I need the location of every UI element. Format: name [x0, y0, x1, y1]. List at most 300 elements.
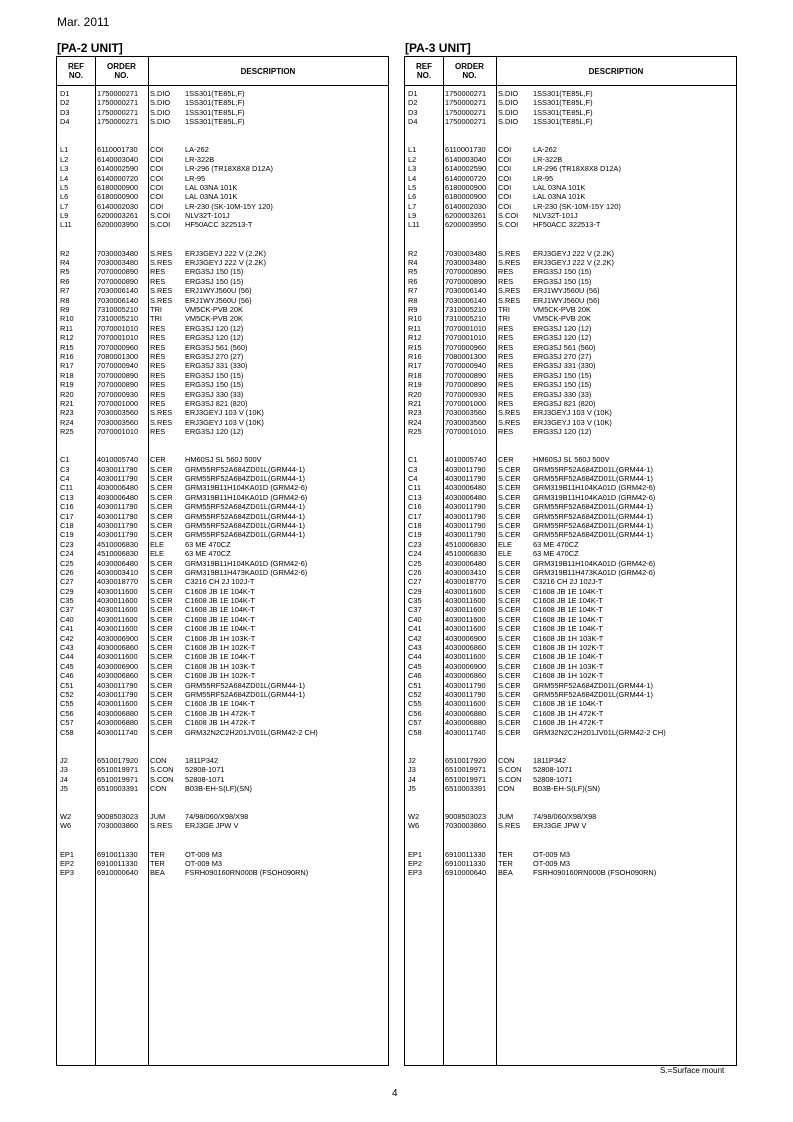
description-cell: C1608 JB 1H 102K-T: [185, 671, 256, 681]
ref-no-cell: C26: [408, 567, 422, 577]
table-row: [57, 465, 388, 474]
part-type-cell: RES: [498, 389, 514, 399]
order-no-cell: 4030006480: [97, 492, 139, 502]
description-cell: GRM55RF52A684ZD01L(GRM44-1): [185, 520, 305, 530]
table-row: [57, 211, 388, 220]
ref-no-cell: L6: [60, 192, 69, 202]
ref-no-cell: D2: [60, 98, 70, 108]
order-no-cell: 6140000720: [445, 173, 487, 183]
order-no-cell: 1750000271: [97, 107, 139, 117]
ref-no-cell: C16: [408, 502, 422, 512]
order-no-cell: 4030006480: [445, 492, 487, 502]
part-type-cell: COI: [498, 164, 512, 174]
order-no-cell: 6510003391: [445, 783, 487, 793]
description-cell: LAL 03NA 101K: [533, 192, 586, 202]
description-cell: ERJ3GE JPW V: [185, 821, 239, 831]
part-type-cell: RES: [498, 267, 514, 277]
table-row: [405, 559, 736, 568]
row-spacer: [405, 737, 736, 746]
description-cell: OT-009 M3: [185, 859, 222, 869]
part-type-cell: S.CER: [498, 633, 521, 643]
description-cell: C1608 JB 1E 104K-T: [185, 624, 255, 634]
order-no-cell: 4030003410: [97, 567, 139, 577]
description-cell: VM5CK-PVB 20K: [185, 314, 243, 324]
parts-table-pa2: [56, 56, 389, 1066]
ref-no-cell: R15: [408, 342, 422, 352]
order-no-cell: 6510019971: [445, 774, 487, 784]
order-no-cell: 7070001010: [445, 427, 487, 437]
table-row: [405, 718, 736, 727]
table-row: [57, 483, 388, 492]
part-type-cell: RES: [150, 276, 166, 286]
row-spacer: [405, 803, 736, 812]
order-no-cell: 4030011740: [445, 727, 486, 737]
description-cell: GRM55RF52A684ZD01L(GRM44-1): [185, 680, 305, 690]
ref-no-cell: C55: [60, 699, 74, 709]
order-no-cell: 6180000900: [97, 192, 139, 202]
order-no-cell: 4030006880: [97, 708, 139, 718]
part-type-cell: S.CER: [150, 605, 173, 615]
part-type-cell: COI: [150, 192, 164, 202]
description-cell: GRM319B11H104KA01D (GRM42-6): [185, 483, 308, 493]
row-spacer: [57, 136, 388, 145]
order-no-cell: 6510017920: [445, 755, 487, 765]
row-spacer: [405, 793, 736, 802]
part-type-cell: RES: [498, 351, 514, 361]
order-no-cell: 7070001000: [97, 398, 139, 408]
order-no-cell: 6510003391: [97, 783, 139, 793]
table-row: [57, 202, 388, 211]
row-spacer: [405, 436, 736, 445]
order-no-cell: 4030011600: [445, 586, 486, 596]
ref-no-cell: C57: [60, 718, 74, 728]
part-type-cell: COI: [150, 201, 164, 211]
part-type-cell: S.RES: [498, 258, 521, 268]
part-type-cell: S.CER: [150, 558, 173, 568]
part-type-cell: S.CER: [150, 464, 173, 474]
table-row: [57, 249, 388, 258]
ref-no-cell: R12: [60, 333, 74, 343]
order-no-cell: 6140002590: [97, 164, 139, 174]
description-cell: ERG3SJ 120 (12): [185, 427, 244, 437]
description-cell: C1608 JB 1H 472K-T: [185, 718, 256, 728]
ref-no-cell: C23: [408, 539, 422, 549]
order-no-cell: 4030011790: [445, 502, 486, 512]
ref-no-cell: EP2: [60, 859, 74, 869]
description-cell: LAL 03NA 101K: [185, 192, 238, 202]
table-row: [405, 502, 736, 511]
part-type-cell: S.CER: [498, 596, 521, 606]
description-cell: ERJ1WYJ560U (56): [185, 286, 252, 296]
order-no-cell: 7080001300: [97, 351, 139, 361]
description-cell: 1SS301(TE85L,F): [533, 89, 593, 98]
order-no-cell: 4030011600: [445, 596, 486, 606]
table-row: [57, 192, 388, 201]
description-cell: C1608 JB 1E 104K-T: [533, 624, 603, 634]
description-cell: OT-009 M3: [185, 849, 222, 859]
description-cell: 63 ME 470CZ: [533, 539, 579, 549]
description-cell: VM5CK-PVB 20K: [533, 304, 591, 314]
table-header: [57, 57, 388, 86]
order-no-cell: 4030006480: [97, 558, 139, 568]
part-type-cell: S.CER: [150, 492, 173, 502]
table-row: [57, 699, 388, 708]
table-row: [405, 183, 736, 192]
order-no-cell: 4030011600: [445, 614, 486, 624]
part-type-cell: S.DIO: [150, 107, 171, 117]
part-type-cell: TER: [498, 859, 513, 869]
order-no-cell: 4030006860: [97, 671, 139, 681]
table-row: [405, 587, 736, 596]
table-row: [57, 530, 388, 539]
part-type-cell: RES: [150, 333, 166, 343]
description-cell: ERG3SJ 120 (12): [533, 427, 592, 437]
order-no-cell: 7030003860: [97, 821, 139, 831]
row-spacer: [405, 127, 736, 136]
order-no-cell: 7070000960: [445, 342, 487, 352]
order-no-cell: 7030006140: [97, 295, 139, 305]
table-row: [405, 380, 736, 389]
page-number: 4: [392, 1088, 398, 1099]
part-type-cell: JUM: [150, 812, 166, 822]
part-type-cell: RES: [150, 380, 166, 390]
row-spacer: [57, 737, 388, 746]
description-cell: ERJ3GEYJ 103 V (10K): [185, 417, 264, 427]
table-row: [57, 775, 388, 784]
description-cell: GRM32N2C2H201JV01L(GRM42-2 CH): [185, 727, 318, 737]
order-no-cell: 7030003480: [445, 248, 487, 258]
description-cell: GRM55RF52A684ZD01L(GRM44-1): [185, 511, 305, 521]
order-no-cell: 4030011600: [97, 624, 138, 634]
ref-no-cell: R2: [408, 248, 418, 258]
ref-no-cell: C13: [408, 492, 422, 502]
order-no-cell: 4030011790: [445, 690, 486, 699]
ref-no-cell: R7: [60, 286, 70, 296]
ref-no-cell: C1: [408, 455, 418, 465]
part-type-cell: S.CER: [498, 690, 521, 699]
table-row: [405, 728, 736, 737]
description-cell: LR-95: [185, 173, 206, 183]
table-row: [405, 662, 736, 671]
table-row: [405, 521, 736, 530]
description-cell: ERJ3GEYJ 222 V (2.2K): [185, 258, 266, 268]
table-row: [57, 399, 388, 408]
order-no-cell: 6910011330: [97, 849, 138, 859]
part-type-cell: S.CER: [150, 502, 173, 512]
header-order-line1: ORDER: [455, 62, 484, 71]
ref-no-cell: R18: [408, 370, 422, 380]
table-row: [405, 605, 736, 614]
row-spacer: [405, 831, 736, 840]
header-ref-line1: REF: [416, 62, 432, 71]
ref-no-cell: R17: [408, 361, 422, 371]
order-no-cell: 7030003560: [97, 408, 139, 418]
part-type-cell: COI: [150, 154, 164, 164]
order-no-cell: 1750000271: [445, 117, 487, 127]
description-cell: C1608 JB 1E 104K-T: [185, 652, 255, 662]
order-no-cell: 7070000890: [97, 267, 139, 277]
ref-no-cell: W6: [60, 821, 72, 831]
table-row: [57, 681, 388, 690]
part-type-cell: RES: [150, 267, 166, 277]
ref-no-cell: R20: [408, 389, 422, 399]
table-body: [57, 89, 388, 878]
table-row: [405, 98, 736, 107]
table-row: [57, 868, 388, 877]
description-cell: OT-009 M3: [533, 849, 570, 859]
ref-no-cell: D1: [408, 89, 418, 98]
ref-no-cell: C26: [60, 567, 74, 577]
part-type-cell: S.CER: [498, 492, 521, 502]
ref-no-cell: C45: [408, 661, 422, 671]
description-cell: HF50ACC 322513-T: [185, 220, 253, 230]
description-cell: C1608 JB 1E 104K-T: [533, 586, 603, 596]
order-no-cell: 4030006860: [97, 643, 139, 653]
order-no-cell: 7070000890: [445, 370, 487, 380]
table-row: [405, 756, 736, 765]
ref-no-cell: C58: [60, 727, 74, 737]
description-cell: ERJ3GE JPW V: [533, 821, 587, 831]
part-type-cell: S.RES: [150, 821, 173, 831]
table-row: [57, 220, 388, 229]
description-cell: C1608 JB 1H 103K-T: [533, 661, 604, 671]
description-cell: ERG3SJ 120 (12): [533, 323, 592, 333]
description-cell: C1608 JB 1E 104K-T: [185, 586, 255, 596]
table-row: [405, 220, 736, 229]
part-type-cell: S.RES: [150, 417, 173, 427]
order-no-cell: 7080001300: [445, 351, 487, 361]
table-row: [57, 634, 388, 643]
row-spacer: [57, 127, 388, 136]
description-cell: ERG3SJ 120 (12): [533, 333, 592, 343]
ref-no-cell: L11: [408, 220, 420, 230]
order-no-cell: 7070000890: [97, 380, 139, 390]
part-type-cell: ELE: [150, 549, 164, 559]
ref-no-cell: L2: [60, 154, 69, 164]
table-row: [57, 549, 388, 558]
part-type-cell: JUM: [498, 812, 514, 822]
description-cell: ERJ3GEYJ 103 V (10K): [533, 417, 612, 427]
ref-no-cell: C17: [60, 511, 74, 521]
description-cell: FSRH090160RN000B (FSOH090RN): [185, 868, 309, 878]
table-row: [57, 352, 388, 361]
ref-no-cell: C51: [60, 680, 74, 690]
order-no-cell: 7070001010: [97, 427, 139, 437]
table-row: [57, 765, 388, 774]
row-spacer: [57, 436, 388, 445]
part-type-cell: S.CER: [498, 474, 521, 484]
description-cell: C1608 JB 1H 472K-T: [185, 708, 256, 718]
ref-no-cell: EP3: [60, 868, 74, 878]
table-row: [57, 709, 388, 718]
order-no-cell: 6180000900: [445, 182, 487, 192]
table-row: [57, 324, 388, 333]
order-no-cell: 4030011790: [97, 690, 138, 699]
part-type-cell: S.CER: [498, 530, 521, 540]
ref-no-cell: C1: [60, 455, 70, 465]
ref-no-cell: R16: [408, 351, 422, 361]
ref-no-cell: C29: [408, 586, 422, 596]
part-type-cell: S.DIO: [150, 117, 171, 127]
table-row: [405, 775, 736, 784]
order-no-cell: 6910011330: [97, 859, 138, 869]
part-type-cell: S.DIO: [150, 89, 171, 98]
part-type-cell: S.CER: [150, 624, 173, 634]
order-no-cell: 7070001000: [445, 398, 487, 408]
part-type-cell: TRI: [498, 314, 510, 324]
order-no-cell: 4030006880: [97, 718, 139, 728]
description-cell: C1608 JB 1E 104K-T: [533, 652, 603, 662]
table-row: [405, 333, 736, 342]
ref-no-cell: R17: [60, 361, 74, 371]
table-row: [57, 164, 388, 173]
description-cell: GRM55RF52A684ZD01L(GRM44-1): [185, 530, 305, 540]
table-row: [57, 108, 388, 117]
table-row: [405, 474, 736, 483]
description-cell: 52808-1071: [185, 774, 225, 784]
table-row: [405, 709, 736, 718]
ref-no-cell: C43: [60, 643, 74, 653]
description-cell: GRM55RF52A684ZD01L(GRM44-1): [533, 511, 653, 521]
ref-no-cell: C55: [408, 699, 422, 709]
row-spacer: [405, 239, 736, 248]
order-no-cell: 4030011600: [97, 586, 138, 596]
description-cell: 63 ME 470CZ: [533, 549, 579, 559]
order-no-cell: 4030006860: [445, 671, 487, 681]
part-type-cell: S.RES: [150, 295, 173, 305]
description-cell: LR-322B: [533, 154, 563, 164]
part-type-cell: S.RES: [498, 295, 521, 305]
table-row: [57, 305, 388, 314]
table-row: [57, 390, 388, 399]
description-cell: 1811P342: [533, 755, 567, 765]
ref-no-cell: L11: [60, 220, 72, 230]
order-no-cell: 6510019971: [445, 765, 487, 775]
description-cell: GRM319B11H104KA01D (GRM42-6): [185, 492, 308, 502]
ref-no-cell: L5: [408, 182, 417, 192]
part-type-cell: RES: [150, 389, 166, 399]
part-type-cell: S.CER: [150, 633, 173, 643]
description-cell: C1608 JB 1H 102K-T: [185, 643, 256, 653]
ref-no-cell: C37: [408, 605, 422, 615]
ref-no-cell: C29: [60, 586, 74, 596]
table-row: [57, 596, 388, 605]
part-type-cell: CON: [498, 783, 515, 793]
part-type-cell: RES: [498, 398, 514, 408]
description-cell: ERG3SJ 150 (15): [533, 370, 592, 380]
order-no-cell: 7030003560: [97, 417, 139, 427]
order-no-cell: 7310005210: [97, 304, 139, 314]
table-row: [57, 427, 388, 436]
order-no-cell: 4030011790: [445, 520, 486, 530]
order-no-cell: 7070000890: [97, 276, 139, 286]
part-type-cell: S.CER: [498, 605, 521, 615]
table-row: [405, 211, 736, 220]
order-no-cell: 7070000960: [97, 342, 139, 352]
ref-no-cell: R19: [408, 380, 422, 390]
table-row: [405, 296, 736, 305]
order-no-cell: 7070000890: [445, 267, 487, 277]
table-row: [405, 202, 736, 211]
part-type-cell: S.CER: [498, 558, 521, 568]
description-cell: LAL 03NA 101K: [185, 182, 238, 192]
description-cell: GRM55RF52A684ZD01L(GRM44-1): [533, 502, 653, 512]
ref-no-cell: R19: [60, 380, 74, 390]
order-no-cell: 7310005210: [445, 304, 487, 314]
order-no-cell: 4030011790: [445, 530, 486, 540]
ref-no-cell: EP3: [408, 868, 422, 878]
part-type-cell: S.CER: [498, 577, 521, 587]
ref-no-cell: C27: [408, 577, 422, 587]
part-type-cell: S.RES: [498, 248, 521, 258]
ref-no-cell: C4: [60, 474, 70, 484]
part-type-cell: ELE: [498, 539, 512, 549]
row-spacer: [57, 840, 388, 849]
order-no-cell: 1750000271: [445, 107, 487, 117]
description-cell: 1SS301(TE85L,F): [185, 117, 245, 127]
description-cell: 1SS301(TE85L,F): [185, 107, 245, 117]
ref-no-cell: C42: [408, 633, 422, 643]
description-cell: C1608 JB 1E 104K-T: [185, 614, 255, 624]
part-type-cell: BEA: [150, 868, 165, 878]
ref-no-cell: C27: [60, 577, 74, 587]
ref-no-cell: R5: [60, 267, 70, 277]
ref-no-cell: C11: [60, 483, 74, 493]
description-cell: 63 ME 470CZ: [185, 539, 231, 549]
order-no-cell: 4510006830: [97, 539, 139, 549]
table-row: [405, 615, 736, 624]
part-type-cell: S.CER: [498, 624, 521, 634]
order-no-cell: 7070001010: [97, 323, 139, 333]
table-row: [405, 145, 736, 154]
part-type-cell: S.CER: [498, 708, 521, 718]
order-no-cell: 4030006900: [445, 633, 487, 643]
ref-no-cell: C46: [408, 671, 422, 681]
part-type-cell: S.CER: [150, 661, 173, 671]
part-type-cell: COI: [498, 154, 512, 164]
ref-no-cell: R4: [60, 258, 70, 268]
ref-no-cell: C35: [60, 596, 74, 606]
description-cell: 1SS301(TE85L,F): [185, 98, 245, 108]
part-type-cell: CON: [150, 783, 167, 793]
part-type-cell: RES: [150, 398, 166, 408]
table-row: [405, 174, 736, 183]
part-type-cell: S.COI: [150, 211, 171, 221]
table-row: [405, 286, 736, 295]
order-no-cell: 4030011790: [97, 511, 138, 521]
order-no-cell: 4030011790: [445, 474, 486, 484]
table-row: [57, 577, 388, 586]
ref-no-cell: R23: [60, 408, 74, 418]
table-row: [405, 634, 736, 643]
order-no-cell: 4030006480: [445, 483, 487, 493]
description-cell: GRM319B11H104KA01D (GRM42-6): [533, 483, 656, 493]
order-no-cell: 6200003950: [445, 220, 487, 230]
order-no-cell: 7030003560: [445, 408, 487, 418]
part-type-cell: TER: [498, 849, 513, 859]
description-cell: ERJ3GEYJ 103 V (10K): [185, 408, 264, 418]
order-no-cell: 6510019971: [97, 765, 139, 775]
order-no-cell: 6910000640: [445, 868, 487, 878]
ref-no-cell: R25: [408, 427, 422, 437]
part-type-cell: RES: [150, 361, 166, 371]
order-no-cell: 4030011600: [97, 652, 138, 662]
order-no-cell: 4510006830: [445, 549, 487, 559]
order-no-cell: 7070000940: [445, 361, 487, 371]
ref-no-cell: J3: [60, 765, 68, 775]
description-cell: C1608 JB 1E 104K-T: [185, 605, 255, 615]
part-type-cell: S.COI: [498, 220, 519, 230]
